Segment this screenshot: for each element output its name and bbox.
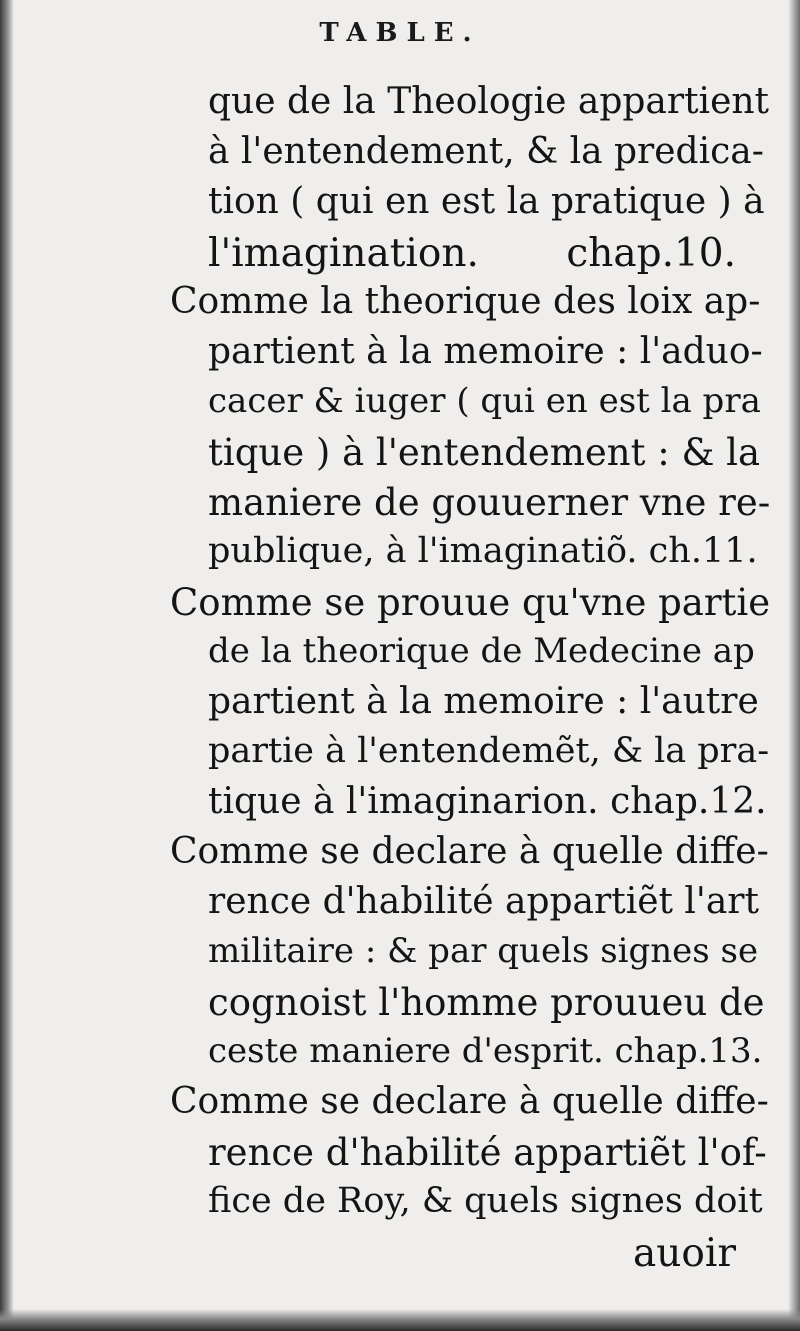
text-line: l'imagination. — [208, 231, 479, 276]
chapter-reference: chap.10. — [566, 231, 736, 276]
running-head: TABLE. — [319, 18, 481, 48]
text-line: partient à la memoire : l'aduo- — [208, 331, 763, 372]
text-line: tion ( qui en est la pratique ) à — [208, 181, 765, 222]
text-line: à l'entendement, & la predica- — [208, 131, 764, 172]
entry-first-line: Comme se declare à quelle diffe- — [170, 831, 769, 872]
text-line: de la theorique de Medecine ap — [208, 631, 755, 671]
text-line: ceste maniere d'esprit. chap.13. — [208, 1031, 763, 1071]
entry-first-line: Comme se declare à quelle diffe- — [170, 1081, 769, 1122]
text-line: tique à l'imaginarion. chap.12. — [208, 781, 767, 822]
entry-first-line: Comme se prouue qu'vne partie — [170, 581, 771, 624]
text-line: que de la Theologie appartient — [208, 81, 770, 122]
text-line: rence d'habilité appartiẽt l'of- — [208, 1131, 767, 1174]
text-line: publique, à l'imaginatiõ. ch.11. — [208, 531, 758, 571]
text-line: rence d'habilité appartiẽt l'art — [208, 881, 759, 922]
text-line: cacer & iuger ( qui en est la pra — [208, 381, 761, 421]
page-edge-shadow — [788, 0, 800, 1331]
text-line: maniere de gouuerner vne re- — [208, 481, 771, 524]
text-line: partie à l'entendemẽt, & la pra- — [208, 731, 770, 771]
text-line: tique ) à l'entendement : & la — [208, 431, 761, 474]
catchword: auoir — [633, 1231, 736, 1276]
text-line: fice de Roy, & quels signes doit — [208, 1181, 763, 1221]
entry-first-line: Comme la theorique des loix ap- — [170, 281, 761, 322]
text-line: cognoist l'homme prouueu de — [208, 981, 765, 1024]
text-line: partient à la memoire : l'autre — [208, 681, 759, 722]
text-line: militaire : & par quels signes se — [208, 931, 759, 971]
